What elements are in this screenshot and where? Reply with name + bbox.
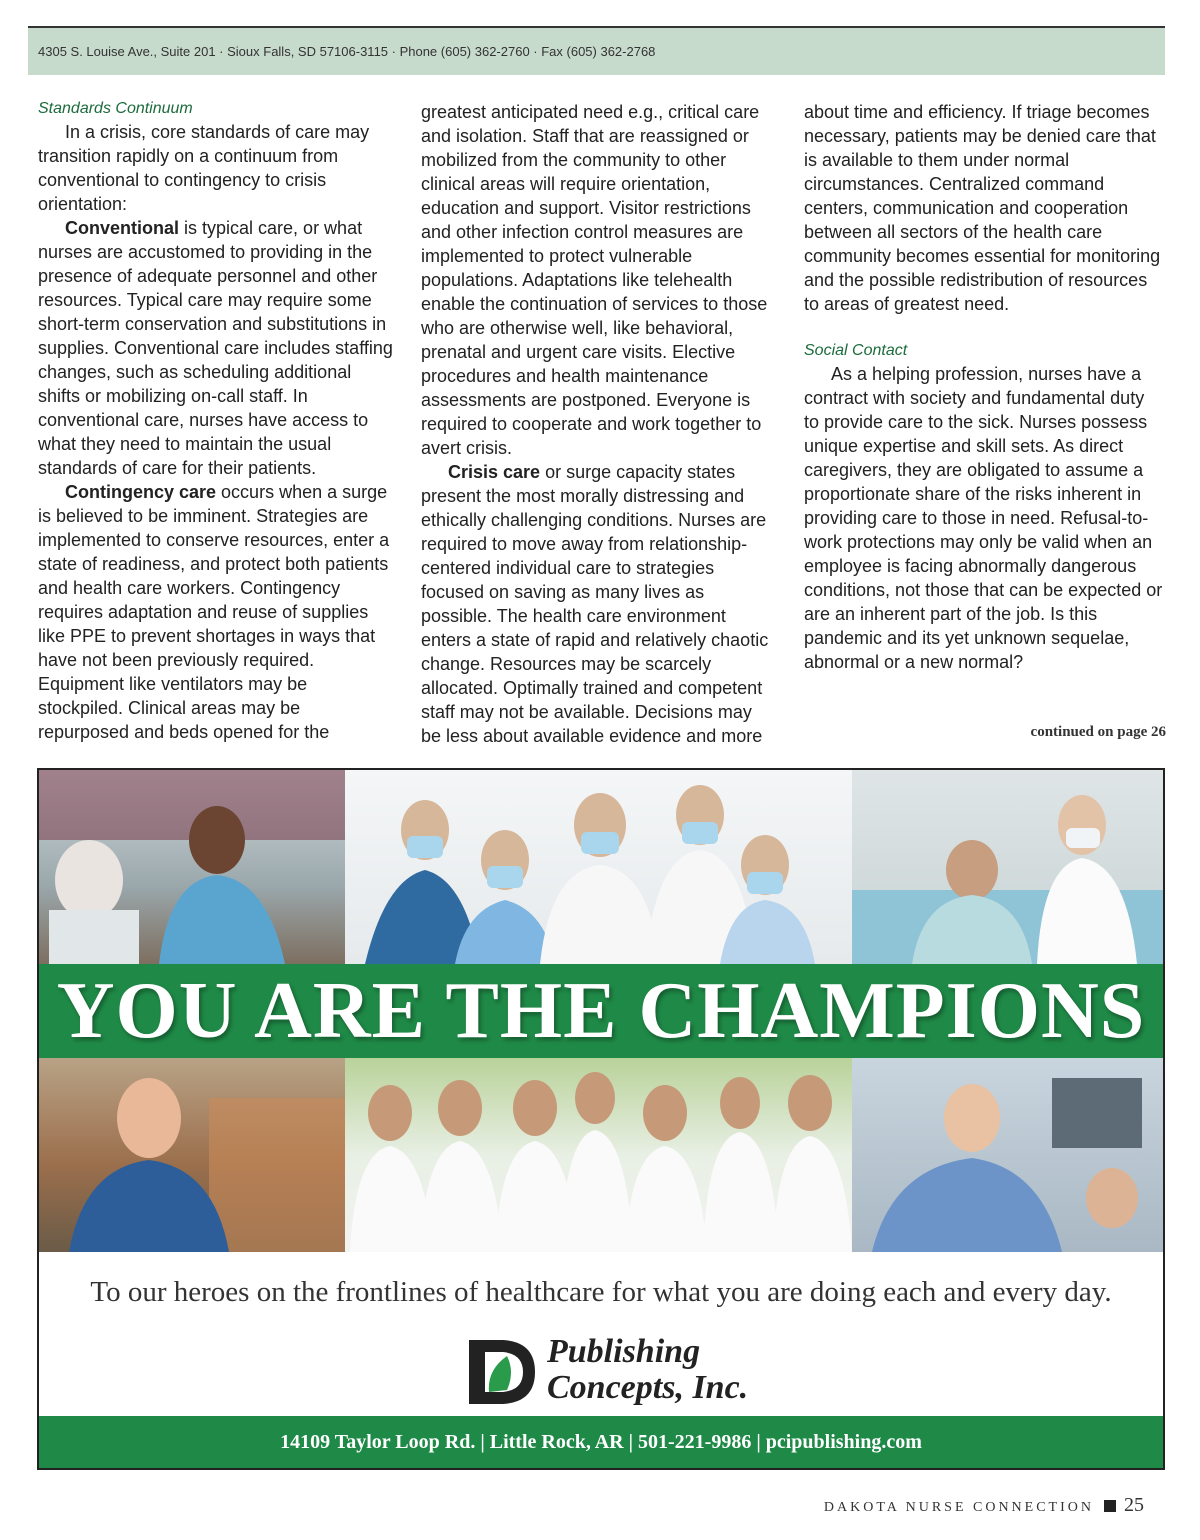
article-column-2 [421, 100, 776, 748]
term-crisis-care: Crisis care [448, 462, 541, 482]
champions-advertisement [37, 768, 1165, 1470]
paragraph [421, 460, 776, 748]
paragraph [38, 480, 393, 744]
folio-square-icon [1104, 1500, 1116, 1512]
page-folio [824, 1494, 1144, 1517]
section-heading-social-contact: Social Contact [804, 342, 908, 359]
paragraph [38, 216, 393, 480]
paragraph-text: occurs when a surge is believed to be imminent. Strategies are implemented to conserve resources, enter a state of readiness, and protect both patients and health care workers. Contingency requires adaptation and reuse of supplies like PPE to prevent shortages in ways that have not been previously required. Equipment like ventilators may be stockpiled. Clinical areas may be repurposed and beds opened for the [38, 482, 390, 742]
photo-illustration [852, 1058, 1165, 1252]
publishing-concepts-logo [463, 1330, 763, 1410]
photo-illustration [39, 770, 345, 964]
spacer [804, 316, 1164, 340]
publication-name: DAKOTA NURSE CONNECTION [823, 1500, 1094, 1515]
photo-diverse-doctors [345, 1058, 852, 1252]
article-column-1 [38, 98, 393, 744]
logo-mark-icon [463, 1332, 539, 1408]
photo-nurse-in-icu [852, 1058, 1165, 1252]
paragraph: about time and efficiency. If triage becomes necessary, patients may be denied care that is available to them under normal circumstances. Centralized command centers, communication and cooperation between all sectors of the health care community becomes essential for monitoring and the possible redistribution of resources to areas of greatest need. [804, 102, 1161, 314]
paragraph: In a crisis, core standards of care may transition rapidly on a continuum from conventional to contingency to crisis orientation: [38, 122, 370, 214]
section-heading-standards: Standards Continuum [38, 100, 193, 117]
article-column-3 [804, 100, 1164, 674]
photo-masked-team [345, 770, 852, 964]
photo-nurse-with-patient [39, 770, 345, 964]
photo-illustration [39, 1058, 345, 1252]
photo-illustration [345, 770, 852, 964]
logo-line-1: Publishing [547, 1333, 701, 1370]
headline: YOU ARE THE CHAMPIONS [56, 967, 1146, 1055]
term-conventional: Conventional [65, 218, 180, 238]
paragraph-text: is typical care, or what nurses are accustomed to providing in the presence of adequate personnel and other resources. Typical care may require some short-term conservation and substitutions in supplies. Conventional care includes staffing changes, such as scheduling additional shifts or mobilizing on-call staff. In conventional care, nurses have access to what they need to maintain the usual standards of care for their patients. [38, 218, 393, 478]
page-number: 25 [1124, 1494, 1144, 1516]
photo-doctor-with-elderly-patient [852, 770, 1165, 964]
photo-smiling-nurse [39, 1058, 345, 1252]
photo-illustration [852, 770, 1165, 964]
logo-line-2: Concepts, Inc. [547, 1369, 749, 1406]
continued-note: continued on page 26 [1030, 724, 1166, 740]
paragraph: As a helping profession, nurses have a contract with society and fundamental duty to provide care to the sick. Nurses possess unique expertise and skill sets. As direct caregivers, they are obligated to assume a proportionate share of the risks inherent in providing care to those in need. Refusal-to-work protections may only be valid when an employee is facing abnormally dangerous conditions, not those that can be expected or are an inherent part of the job. Is this pandemic and its yet unknown sequelae, abnormal or a new normal? [804, 364, 1163, 672]
term-contingency: Contingency care [65, 482, 217, 502]
ad-contact-bar: 14109 Taylor Loop Rd. | Little Rock, AR | 501-221-9986 | pcipublishing.com [39, 1416, 1163, 1468]
paragraph-text: or surge capacity states present the most morally distressing and ethically challenging conditions. Nurses are required to move away from relationship-centered individual care to strategies focused on saving as many lives as possible. The health care environment enters a state of rapid and relatively chaotic change. Resources may be scarcely allocated. Optimally trained and competent staff may not be available. Decisions may be less about available evidence and more [421, 462, 769, 746]
ad-tagline: To our heroes on the frontlines of healthcare for what you are doing each and every day. [90, 1276, 1112, 1308]
address-header: 4305 S. Louise Ave., Suite 201 · Sioux Falls, SD 57106-3115 · Phone (605) 362-2760 · Fax (605) 362-2768 [28, 28, 1165, 75]
headline-banner [39, 964, 1163, 1058]
logo-wordmark [547, 1334, 748, 1406]
paragraph: greatest anticipated need e.g., critical care and isolation. Staff that are reassigned or mobilized from the community to other clinical areas will require orientation, education and support. Visitor restrictions and other infection control measures are implemented to protect vulnerable populations. Adaptations like telehealth enable the continuation of services to those who are otherwise well, like behavioral, prenatal and urgent care visits. Elective procedures and health maintenance assessments are postponed. Everyone is required to cooperate and work together to avert crisis. [421, 102, 768, 458]
photo-illustration [345, 1058, 852, 1252]
